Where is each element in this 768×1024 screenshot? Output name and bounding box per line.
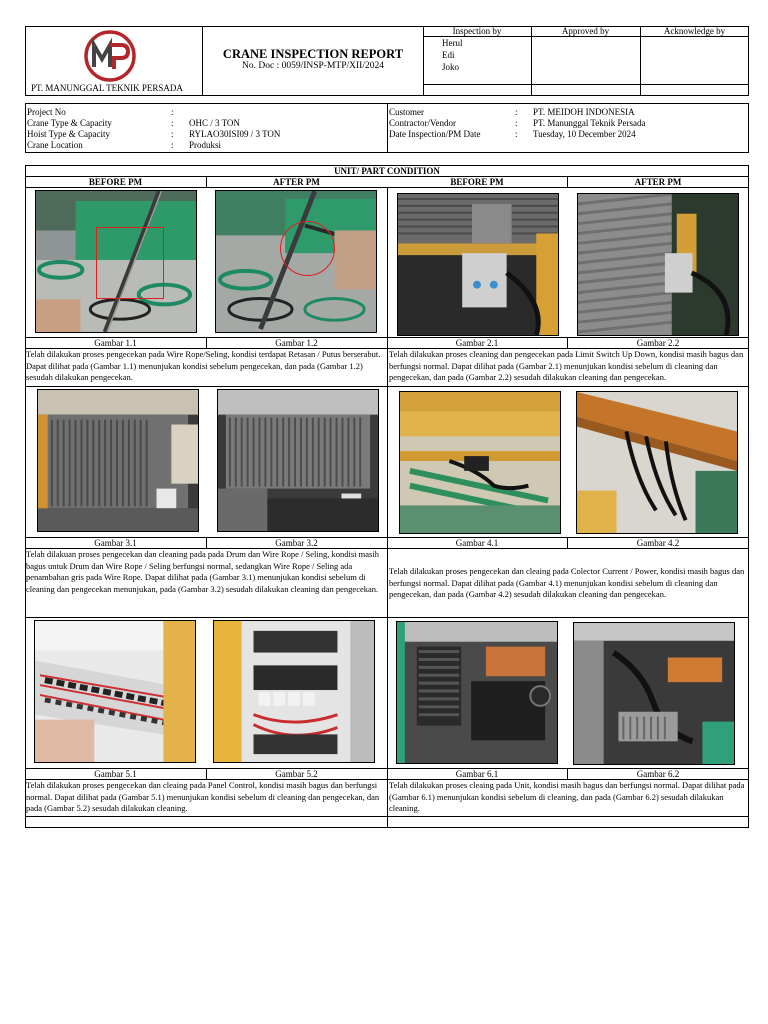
inspector-name: Joko <box>442 62 460 72</box>
info-divider <box>387 103 388 153</box>
hoist-type-label: Hoist Type & Capacity <box>27 129 110 139</box>
photo-limit-switch-after <box>577 193 739 336</box>
photo-drum-after <box>217 389 379 532</box>
signoff-footer-line <box>423 84 749 85</box>
annotation-circle <box>280 221 335 276</box>
inspector-name: Edi <box>442 50 455 60</box>
crane-location-label: Crane Location <box>27 140 83 150</box>
info-colon: : <box>515 129 518 139</box>
inspection-description: Telah dilakukan proses pengecekan pada Wire Rope/Seling, kondisi terdapat Retasan / Putus berserabut. Dapat dilihat pada (Gambar 1.1) menunjukan kondisi sebelum pengecekan, dan pada (Gambar 1.2) sesudah dilakukan pengecekan. <box>26 349 381 382</box>
figure-caption: Gambar 5.1 <box>94 769 137 779</box>
info-colon: : <box>171 107 174 117</box>
inspection-description: Telah dilakukan proses pengecekan dan cleaing pada Panel Control, kondisi masih bagus dan berfungsi normal. Dapat dilihat pada (Gambar 5.1) menunjukan kondisi sebelum di cleaning dan pengecekan, dan pada (Gambar 5.2) sesudah dilakukan cleaning. <box>26 780 380 813</box>
figure-caption: Gambar 4.1 <box>455 538 499 548</box>
row-line <box>25 386 749 387</box>
after-pm-header: AFTER PM <box>634 177 682 187</box>
figure-caption: Gambar 6.2 <box>636 769 680 779</box>
photo-limit-switch-before <box>397 193 559 336</box>
approved-by-label: Approved by <box>561 26 610 36</box>
section-title: UNIT/ PART CONDITION <box>334 166 440 176</box>
figure-caption: Gambar 6.1 <box>455 769 499 779</box>
inspection-description: Telah dilakuan proses pengecekan dan cleaning pada pada Drum dan Wire Rope / Seling, kondisi masih bagus untuk Drum dan Wire Rope / Seling berfungsi normal, sedangkan Wire Rope / Seling ada penambahan gris pada Wire Rope. Dapat dilihat pada (Gambar 3.1) menunjukan kondisi sebelum di cleaning dan pengecekan menunjukan, pada (Gambar 3.2) sesudah dilakukan cleaning dan pengecekan. <box>26 549 379 594</box>
crane-type-value: OHC / 3 TON <box>189 118 240 128</box>
crane-type-label: Crane Type & Capacity <box>27 118 112 128</box>
company-logo <box>83 29 137 83</box>
acknowledge-by-label: Acknowledge by <box>663 26 726 36</box>
photo-panel-before <box>34 620 196 763</box>
row-line <box>25 617 749 618</box>
photo-unit-before <box>396 621 558 764</box>
inspection-date-label: Date Inspection/PM Date <box>389 129 481 139</box>
figure-caption: Gambar 1.1 <box>94 338 137 348</box>
row-line <box>25 816 749 817</box>
contractor-value: PT. Manunggal Teknik Persada <box>533 118 646 128</box>
project-no-label: Project No <box>27 107 66 117</box>
annotation-box <box>96 227 164 299</box>
company-name: PT. MANUNGGAL TEKNIK PERSADA <box>31 83 183 93</box>
figure-caption: Gambar 2.1 <box>455 338 499 348</box>
customer-label: Customer <box>389 107 424 117</box>
info-colon: : <box>515 118 518 128</box>
before-pm-header: BEFORE PM <box>88 177 143 187</box>
figure-caption: Gambar 3.2 <box>275 538 318 548</box>
photo-wire-rope-before <box>35 190 197 333</box>
info-colon: : <box>171 129 174 139</box>
after-pm-header: AFTER PM <box>273 177 320 187</box>
customer-value: PT. MEIDOH INDONESIA <box>533 107 635 117</box>
figure-caption: Gambar 5.2 <box>275 769 318 779</box>
before-pm-header: BEFORE PM <box>450 177 504 187</box>
report-title: CRANE INSPECTION REPORT <box>222 47 404 61</box>
info-colon: : <box>171 140 174 150</box>
info-colon: : <box>171 118 174 128</box>
photo-wire-rope-after <box>215 190 377 333</box>
document-number: No. Doc : 0059/INSP-MTP/XII/2024 <box>242 61 384 71</box>
inspection-description: Telah dilakukan proses cleaning dan pengecekan pada Limit Switch Up Down, kondisi masih bagus dan berfungsi normal. Dapat dilihat pada (Gambar 2.1) menunjukan kondisi sebelum di cleaning dan pengecekan, dan pada (Gambar 2.2) sesudah dilakukan cleaning dan pengecekan. <box>389 349 744 382</box>
inspector-name: Herul <box>442 38 463 48</box>
info-colon: : <box>515 107 518 117</box>
center-divider <box>387 187 388 828</box>
hoist-type-value: RYLAO30ISI09 / 3 TON <box>189 129 281 139</box>
inspection-by-label: Inspection by <box>452 26 502 36</box>
photo-panel-after <box>213 620 375 763</box>
photo-collector-after <box>576 391 738 534</box>
contractor-label: Contractor/Vendor <box>389 118 456 128</box>
figure-caption: Gambar 3.1 <box>94 538 137 548</box>
inspection-description: Telah dilakukan proses cleaing pada Unit, kondisi masih bagus dan berfungsi normal. Dapat dilihat pada (Gambar 6.1) menunjukan kondisi sebelum di cleaning, dan pada (Gambar 6.2) sesudah dilakukan cleaning. <box>389 780 745 813</box>
inspection-description: Telah dilakukan proses pengecekan dan cleaing pada Colector Current / Power, kondisi masih bagus dan berfungsi normal. Dapat dilihat pada (Gambar 4.1) menunjukan kondisi sebelum di cleaning dan pengecekan, dan pada (Gambar 4.2) sesudah dilakukan cleaning dan pengecekan. <box>389 566 745 599</box>
inspection-date-value: Tuesday, 10 December 2024 <box>533 129 636 139</box>
figure-caption: Gambar 4.2 <box>636 538 680 548</box>
photo-collector-before <box>399 391 561 534</box>
crane-location-value: Produksi <box>189 140 222 150</box>
figure-caption: Gambar 2.2 <box>636 338 680 348</box>
figure-caption: Gambar 1.2 <box>275 338 318 348</box>
photo-drum-before <box>37 389 199 532</box>
photo-unit-after <box>573 622 735 765</box>
